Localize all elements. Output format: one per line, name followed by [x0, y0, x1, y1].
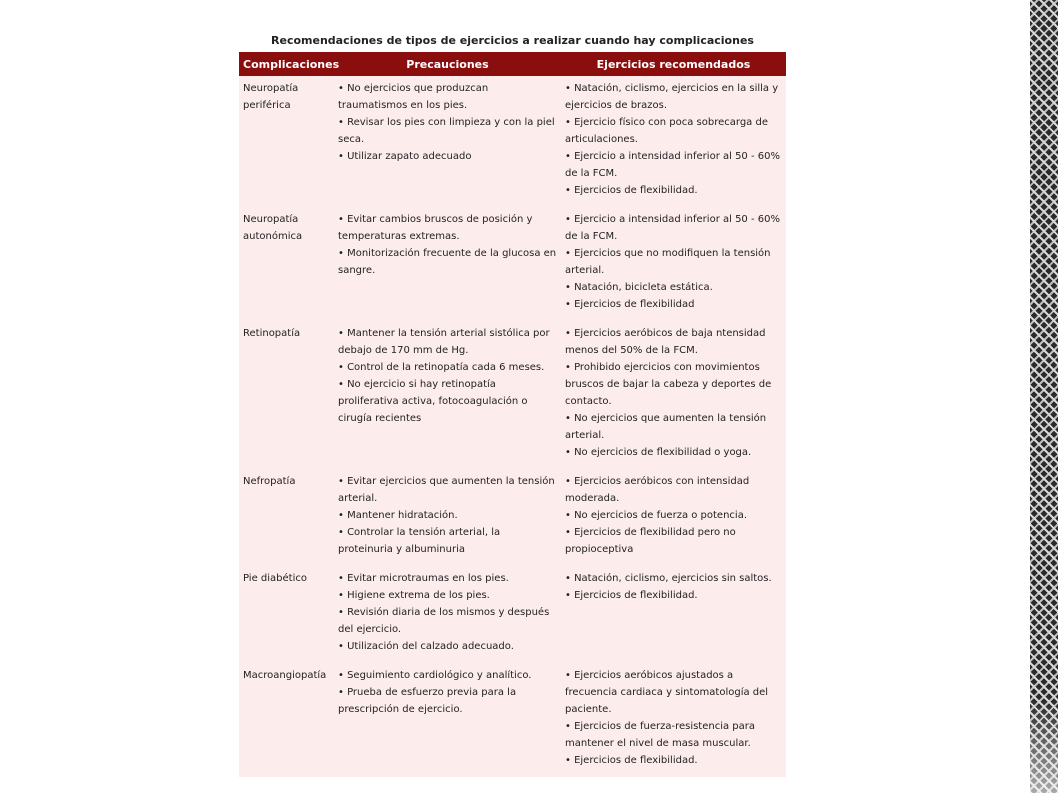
- header-row: [239, 52, 786, 76]
- table-row: [239, 469, 786, 566]
- list-item: • No ejercicios de flexibilidad o yoga.: [565, 447, 752, 458]
- list-item: • No ejercicios que aumenten la tensión arterial.: [565, 413, 767, 441]
- complication-cell: Neuropatía periférica: [239, 76, 334, 207]
- table-header: [239, 52, 786, 76]
- exercises-cell: [561, 566, 786, 663]
- header-complicaciones: Complicaciones: [239, 52, 334, 76]
- complication-cell: Retinopatía: [239, 321, 334, 469]
- list-item: • Prohibido ejercicios con movimientos bruscos de bajar la cabeza y deportes de contacto.: [565, 362, 772, 407]
- list-item: • Utilizar zapato adecuado: [338, 151, 472, 162]
- table-caption: Recomendaciones de tipos de ejercicios a realizar cuando hay complicaciones: [271, 34, 754, 47]
- precautions-list: [338, 667, 557, 718]
- list-item: • Ejercicio a intensidad inferior al 50 - 60% de la FCM.: [565, 151, 780, 179]
- exercises-list: [565, 80, 782, 199]
- list-item: • No ejercicios de fuerza o potencia.: [565, 510, 748, 521]
- list-item: • No ejercicios que produzcan traumatismos en los pies.: [338, 83, 489, 111]
- list-item: • Ejercicio a intensidad inferior al 50 - 60% de la FCM.: [565, 214, 780, 242]
- list-item: • Evitar microtraumas en los pies.: [338, 573, 509, 584]
- precautions-cell: [334, 76, 561, 207]
- exercises-list: [565, 473, 782, 558]
- list-item: • Ejercicio físico con poca sobrecarga de articulaciones.: [565, 117, 768, 145]
- exercises-list: [565, 325, 782, 461]
- list-item: • Monitorización frecuente de la glucosa en sangre.: [338, 248, 557, 276]
- list-item: • Ejercicios aeróbicos de baja ntensidad menos del 50% de la FCM.: [565, 328, 766, 356]
- precautions-cell: [334, 469, 561, 566]
- list-item: • Mantener hidratación.: [338, 510, 458, 521]
- list-item: • Ejercicios de fuerza-resistencia para mantener el nivel de masa muscular.: [565, 721, 756, 749]
- exercises-list: [565, 667, 782, 769]
- list-item: • Ejercicios de flexibilidad.: [565, 755, 698, 766]
- list-item: • Controlar la tensión arterial, la proteinuria y albuminuria: [338, 527, 501, 555]
- header-ejercicios: Ejercicios recomendados: [561, 52, 786, 76]
- precautions-list: [338, 211, 557, 279]
- list-item: • Evitar cambios bruscos de posición y temperaturas extremas.: [338, 214, 533, 242]
- exercises-list: [565, 211, 782, 313]
- header-precauciones: Precauciones: [334, 52, 561, 76]
- exercises-cell: [561, 469, 786, 566]
- list-item: • Revisar los pies con limpieza y con la piel seca.: [338, 117, 555, 145]
- recommendations-table: [239, 52, 786, 777]
- exercises-cell: [561, 76, 786, 207]
- exercises-cell: [561, 207, 786, 321]
- table-row: [239, 76, 786, 207]
- list-item: • Mantener la tensión arterial sistólica por debajo de 170 mm de Hg.: [338, 328, 550, 356]
- pattern-fade: [1030, 700, 1058, 793]
- list-item: • Natación, bicicleta estática.: [565, 282, 713, 293]
- list-item: • Ejercicios aeróbicos con intensidad moderada.: [565, 476, 750, 504]
- complication-cell: Neuropatía autonómica: [239, 207, 334, 321]
- list-item: • Ejercicios de flexibilidad.: [565, 590, 698, 601]
- precautions-cell: [334, 566, 561, 663]
- precautions-cell: [334, 321, 561, 469]
- diamond-pattern: [1030, 0, 1058, 793]
- table-body: [239, 76, 786, 777]
- exercises-cell: [561, 663, 786, 777]
- list-item: • Natación, ciclismo, ejercicios sin saltos.: [565, 573, 772, 584]
- exercises-cell: [561, 321, 786, 469]
- complication-cell: Nefropatía: [239, 469, 334, 566]
- list-item: • Revisión diaria de los mismos y después del ejercicio.: [338, 607, 550, 635]
- list-item: • Higiene extrema de los pies.: [338, 590, 490, 601]
- exercises-list: [565, 570, 782, 604]
- list-item: • Ejercicios que no modifiquen la tensión arterial.: [565, 248, 771, 276]
- precautions-cell: [334, 663, 561, 777]
- precautions-cell: [334, 207, 561, 321]
- list-item: • No ejercicio si hay retinopatía proliferativa activa, fotocoagulación o cirugía recientes: [338, 379, 528, 424]
- list-item: • Evitar ejercicios que aumenten la tensión arterial.: [338, 476, 555, 504]
- list-item: • Ejercicios de flexibilidad pero no propioceptiva: [565, 527, 736, 555]
- table-row: [239, 207, 786, 321]
- list-item: • Seguimiento cardiológico y analítico.: [338, 670, 532, 681]
- list-item: • Ejercicios de flexibilidad.: [565, 185, 698, 196]
- precautions-list: [338, 80, 557, 165]
- list-item: • Prueba de esfuerzo previa para la prescripción de ejercicio.: [338, 687, 517, 715]
- complication-cell: Pie diabético: [239, 566, 334, 663]
- precautions-list: [338, 570, 557, 655]
- list-item: • Control de la retinopatía cada 6 meses.: [338, 362, 545, 373]
- table-row: [239, 321, 786, 469]
- list-item: • Natación, ciclismo, ejercicios en la silla y ejercicios de brazos.: [565, 83, 779, 111]
- list-item: • Ejercicios aeróbicos ajustados a frecuencia cardiaca y sintomatología del paciente.: [565, 670, 769, 715]
- list-item: • Ejercicios de flexibilidad: [565, 299, 695, 310]
- table-row: [239, 566, 786, 663]
- document-table-block: [239, 30, 786, 777]
- decorative-border-strip: [1020, 0, 1058, 793]
- precautions-list: [338, 325, 557, 427]
- list-item: • Utilización del calzado adecuado.: [338, 641, 514, 652]
- complication-cell: Macroangiopatía: [239, 663, 334, 777]
- precautions-list: [338, 473, 557, 558]
- table-row: [239, 663, 786, 777]
